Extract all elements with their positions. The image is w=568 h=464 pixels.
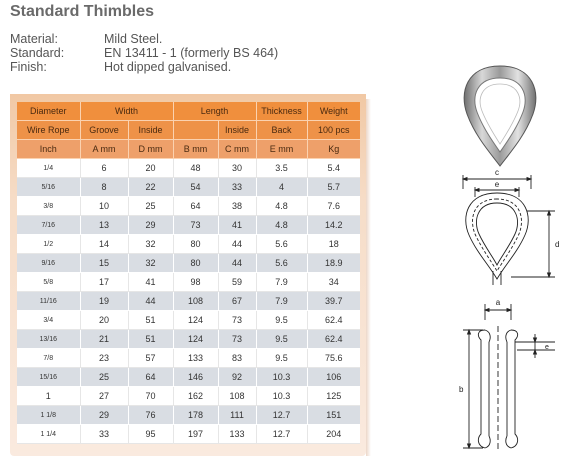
header-cell: Groove (80, 121, 128, 140)
header-cell: Kg (307, 140, 360, 159)
rope-diameter-cell: 3/8 (17, 197, 80, 216)
table-cell: 80 (173, 254, 218, 273)
rope-diameter-cell: 5/16 (17, 178, 80, 197)
header-cell: Inside (218, 121, 256, 140)
table-cell: 20 (128, 159, 173, 178)
rope-diameter-cell: 5/8 (17, 273, 80, 292)
rope-diameter-cell: 9/16 (17, 254, 80, 273)
table-cell: 204 (307, 425, 360, 444)
table-row (17, 254, 360, 273)
table-cell: 80 (173, 235, 218, 254)
table-cell: 197 (173, 425, 218, 444)
table-cell: 32 (128, 235, 173, 254)
table-cell: 7.9 (256, 292, 307, 311)
header-cell (173, 121, 218, 140)
header-cell: Diameter (17, 102, 80, 121)
table-cell: 70 (128, 387, 173, 406)
table-cell: 14.2 (307, 216, 360, 235)
table-cell: 44 (128, 292, 173, 311)
spec-material (10, 32, 278, 46)
table-cell: 18.9 (307, 254, 360, 273)
spec-list (10, 32, 278, 74)
table-cell: 20 (80, 311, 128, 330)
table-cell: 48 (173, 159, 218, 178)
spec-finish (10, 60, 278, 74)
table-cell: 14 (80, 235, 128, 254)
table-row (17, 235, 360, 254)
table-cell: 15 (80, 254, 128, 273)
table-cell: 92 (218, 368, 256, 387)
table-cell: 124 (173, 311, 218, 330)
table-cell: 32 (128, 254, 173, 273)
page-title: Standard Thimbles (10, 3, 155, 20)
table-row (17, 311, 360, 330)
table-cell: 106 (307, 368, 360, 387)
table-cell: 5.6 (256, 254, 307, 273)
table-row (17, 178, 360, 197)
table-row (17, 273, 360, 292)
table-row (17, 330, 360, 349)
table-cell: 33 (80, 425, 128, 444)
table-cell: 125 (307, 387, 360, 406)
rope-diameter-cell: 7/8 (17, 349, 80, 368)
spec-table (17, 102, 360, 444)
table-cell: 151 (307, 406, 360, 425)
header-row-units (17, 140, 360, 159)
table-cell: 44 (218, 235, 256, 254)
header-cell: E mm (256, 140, 307, 159)
rope-diameter-cell: 7/16 (17, 216, 80, 235)
header-cell: Inch (17, 140, 80, 159)
table-cell: 51 (128, 311, 173, 330)
rope-diameter-cell: 1 1/8 (17, 406, 80, 425)
rope-diameter-cell: 1 1/4 (17, 425, 80, 444)
rope-diameter-cell: 15/16 (17, 368, 80, 387)
table-cell: 133 (218, 425, 256, 444)
table-row (17, 349, 360, 368)
table-cell: 4.8 (256, 216, 307, 235)
table-cell: 8 (80, 178, 128, 197)
dim-label-a: a (495, 298, 501, 307)
table-cell: 41 (218, 216, 256, 235)
header-row-top (17, 102, 360, 121)
table-cell: 73 (173, 216, 218, 235)
header-cell: Width (80, 102, 173, 121)
spec-label: Material: (10, 32, 58, 46)
table-cell: 162 (173, 387, 218, 406)
table-cell: 5.7 (307, 178, 360, 197)
rope-diameter-cell: 1/2 (17, 235, 80, 254)
table-cell: 133 (173, 349, 218, 368)
table-cell: 25 (128, 197, 173, 216)
table-cell: 62.4 (307, 330, 360, 349)
table-cell: 51 (128, 330, 173, 349)
table-cell: 17 (80, 273, 128, 292)
thimble-front-drawing (455, 165, 567, 293)
table-row (17, 197, 360, 216)
table-cell: 9.5 (256, 349, 307, 368)
table-cell: 111 (218, 406, 256, 425)
table-cell: 67 (218, 292, 256, 311)
table-row (17, 406, 360, 425)
header-row-mid (17, 121, 360, 140)
table-cell: 124 (173, 330, 218, 349)
table-row (17, 159, 360, 178)
table-cell: 22 (128, 178, 173, 197)
spec-value: EN 13411 - 1 (formerly BS 464) (104, 46, 279, 60)
table-cell: 33 (218, 178, 256, 197)
table-cell: 10 (80, 197, 128, 216)
spec-value: Hot dipped galvanised. (104, 60, 232, 74)
table-cell: 29 (80, 406, 128, 425)
table-cell: 38 (218, 197, 256, 216)
table-cell: 95 (128, 425, 173, 444)
dim-label-e: e (494, 180, 500, 189)
table-cell: 62.4 (307, 311, 360, 330)
table-cell: 44 (218, 254, 256, 273)
header-cell: 100 pcs (307, 121, 360, 140)
dim-label-thickness: e (545, 344, 549, 351)
dim-label-d: d (555, 240, 560, 249)
table-cell: 13 (80, 216, 128, 235)
table-row (17, 425, 360, 444)
table-cell: 146 (173, 368, 218, 387)
table-cell: 5.4 (307, 159, 360, 178)
table-cell: 5.6 (256, 235, 307, 254)
spec-label: Standard: (10, 46, 65, 60)
header-cell: Thickness (256, 102, 307, 121)
table-row (17, 387, 360, 406)
table-cell: 21 (80, 330, 128, 349)
table-cell: 18 (307, 235, 360, 254)
spec-standard (10, 46, 278, 60)
table-cell: 76 (128, 406, 173, 425)
header-cell: B mm (173, 140, 218, 159)
table-cell: 83 (218, 349, 256, 368)
rope-diameter-cell: 13/16 (17, 330, 80, 349)
table-cell: 30 (218, 159, 256, 178)
header-cell: A mm (80, 140, 128, 159)
table-cell: 6 (80, 159, 128, 178)
table-cell: 25 (80, 368, 128, 387)
header-cell: Length (173, 102, 256, 121)
table-cell: 41 (128, 273, 173, 292)
rope-diameter-cell: 3/4 (17, 311, 80, 330)
table-row (17, 292, 360, 311)
table-cell: 98 (173, 273, 218, 292)
table-cell: 39.7 (307, 292, 360, 311)
table-cell: 9.5 (256, 330, 307, 349)
spec-value: Mild Steel. (104, 32, 163, 46)
table-cell: 4 (256, 178, 307, 197)
rope-diameter-cell: 1/4 (17, 159, 80, 178)
table-cell: 108 (218, 387, 256, 406)
table-cell: 7.6 (307, 197, 360, 216)
table-panel (10, 94, 366, 456)
table-body (17, 159, 360, 444)
rope-diameter-cell: 1 (17, 387, 80, 406)
table-cell: 108 (173, 292, 218, 311)
table-cell: 10.3 (256, 387, 307, 406)
table-cell: 54 (173, 178, 218, 197)
table-cell: 73 (218, 311, 256, 330)
table-cell: 23 (80, 349, 128, 368)
dim-label-b: b (459, 385, 464, 394)
table-cell: 29 (128, 216, 173, 235)
thimble-photo (455, 62, 545, 170)
header-cell: C mm (218, 140, 256, 159)
header-cell: D mm (128, 140, 173, 159)
table-cell: 9.5 (256, 311, 307, 330)
table-row (17, 216, 360, 235)
dim-label-c: c (495, 168, 499, 177)
table-cell: 3.5 (256, 159, 307, 178)
table-cell: 178 (173, 406, 218, 425)
thimble-side-drawing (455, 296, 567, 460)
table-cell: 64 (128, 368, 173, 387)
table-cell: 10.3 (256, 368, 307, 387)
table-row (17, 368, 360, 387)
table-cell: 73 (218, 330, 256, 349)
table-cell: 19 (80, 292, 128, 311)
table-cell: 4.8 (256, 197, 307, 216)
table-cell: 34 (307, 273, 360, 292)
table-cell: 57 (128, 349, 173, 368)
header-cell: Weight (307, 102, 360, 121)
spec-label: Finish: (10, 60, 47, 74)
table-cell: 59 (218, 273, 256, 292)
header-cell: Back (256, 121, 307, 140)
rope-diameter-cell: 11/16 (17, 292, 80, 311)
table-cell: 64 (173, 197, 218, 216)
table-cell: 27 (80, 387, 128, 406)
table-cell: 12.7 (256, 406, 307, 425)
table-cell: 75.6 (307, 349, 360, 368)
header-cell: Wire Rope (17, 121, 80, 140)
header-cell: Inside (128, 121, 173, 140)
table-cell: 7.9 (256, 273, 307, 292)
table-cell: 12.7 (256, 425, 307, 444)
